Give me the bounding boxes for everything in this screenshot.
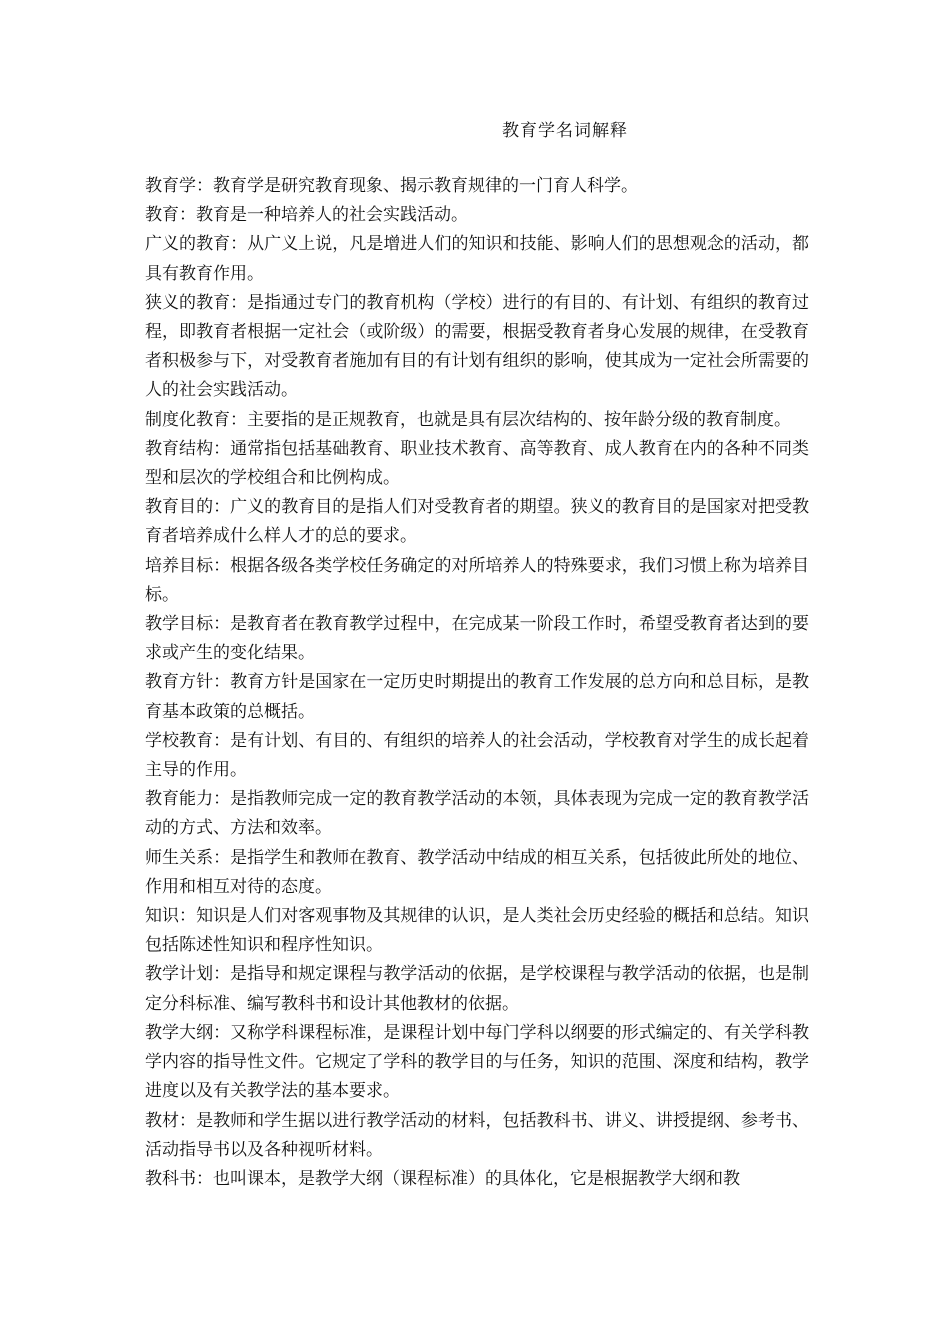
entry-teaching-goal: 教学目标：是教育者在教育教学过程中，在完成某一阶段工作时，希望受教育者达到的要求或产生的变化结果。 [145, 614, 809, 664]
entry-textbook: 教科书：也叫课本，是教学大纲（课程标准）的具体化，它是根据教学大纲和教 [145, 1168, 740, 1189]
entry-education: 教育：教育是一种培养人的社会实践活动。 [145, 205, 468, 226]
entry-institutional-education: 制度化教育：主要指的是正规教育，也就是具有层次结构的、按年龄分级的教育制度。 [145, 409, 791, 430]
entry-school-education: 学校教育：是有计划、有目的、有组织的培养人的社会活动，学校教育对学生的成长起着主导的作用。 [145, 730, 809, 781]
entry-knowledge: 知识：知识是人们对客观事物及其规律的认识，是人类社会历史经验的概括和总结。知识包括陈述性知识和程序性知识。 [145, 906, 809, 956]
document-body [145, 172, 809, 1194]
entry-education-policy: 教育方针：教育方针是国家在一定历史时期提出的教育工作发展的总方向和总目标，是教育基本政策的总概括。 [145, 672, 809, 722]
entry-training-goal: 培养目标：根据各级各类学校任务确定的对所培养人的特殊要求，我们习惯上称为培养目标。 [145, 555, 809, 605]
entry-teacher-student-relation: 师生关系：是指学生和教师在教育、教学活动中结成的相互关系，包括彼此所处的地位、作用和相互对待的态度。 [145, 847, 809, 897]
entry-broad-education: 广义的教育：从广义上说，凡是增进人们的知识和技能、影响人们的思想观念的活动，都具有教育作用。 [145, 234, 809, 284]
entry-teaching-material: 教材：是教师和学生据以进行教学活动的材料，包括教科书、讲义、讲授提纲、参考书、活动指导书以及各种视听材料。 [145, 1110, 809, 1160]
document-title: 教育学名词解释 [502, 121, 628, 141]
entry-teaching-plan: 教学计划：是指导和规定课程与教学活动的依据，是学校课程与教学活动的依据，也是制定分科标准、编写教科书和设计其他教材的依据。 [145, 964, 809, 1014]
entry-education-purpose: 教育目的：广义的教育目的是指人们对受教育者的期望。狭义的教育目的是国家对把受教育者培养成什么样人才的总的要求。 [145, 497, 809, 547]
entry-teaching-ability: 教育能力：是指教师完成一定的教育教学活动的本领，具体表现为完成一定的教育教学活动的方式、方法和效率。 [145, 789, 809, 839]
entry-education-structure: 教育结构：通常指包括基础教育、职业技术教育、高等教育、成人教育在内的各种不同类型和层次的学校组合和比例构成。 [145, 438, 809, 489]
entry-pedagogy: 教育学：教育学是研究教育现象、揭示教育规律的一门育人科学。 [145, 176, 638, 196]
entry-syllabus: 教学大纲：又称学科课程标准，是课程计划中每门学科以纲要的形式编定的、有关学科教学内容的指导性文件。它规定了学科的教学目的与任务，知识的范围、深度和结构，教学进度以及有关教学法的基本要求。 [145, 1022, 809, 1102]
entry-narrow-education: 狭义的教育：是指通过专门的教育机构（学校）进行的有目的、有计划、有组织的教育过程，即教育者根据一定社会（或阶级）的需要，根据受教育者身心发展的规律，在受教育者积极参与下，对受教育者施加有目的有计划有组织的影响，使其成为一定社会所需要的人的社会实践活动。 [145, 292, 809, 401]
